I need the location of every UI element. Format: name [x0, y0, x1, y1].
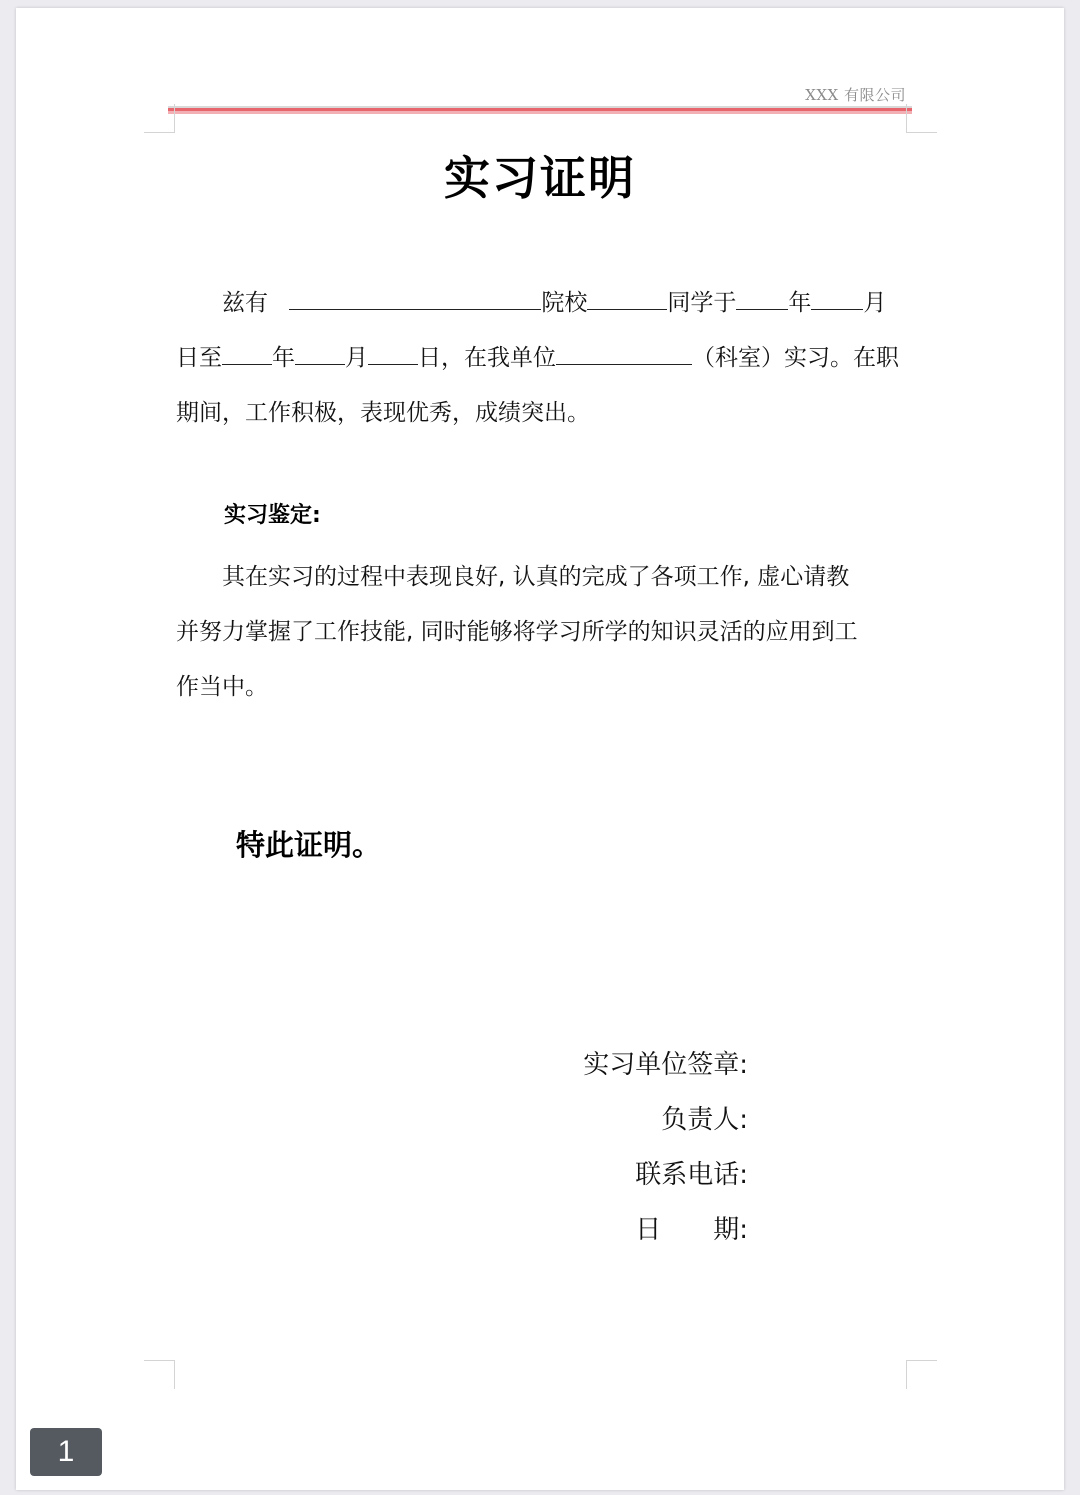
text-span: 月	[863, 290, 887, 316]
text-span: 同学于	[667, 290, 737, 316]
text-span: 月	[345, 345, 368, 371]
text-span: 院校	[541, 290, 588, 316]
header-company: XXX 有限公司	[805, 86, 906, 104]
text-span: 年	[272, 345, 295, 371]
text-span: 日，在我单位	[418, 345, 556, 371]
fill-blank-month	[295, 344, 345, 365]
document-title: 实习证明	[444, 151, 636, 205]
closing-statement: 特此证明。	[236, 828, 382, 862]
corner-mark-bottom-right	[906, 1360, 937, 1389]
appraisal-line-3: 作当中。	[176, 674, 268, 700]
fill-blank-year	[736, 289, 788, 310]
appraisal-paragraph	[176, 550, 908, 715]
text-span: 年	[788, 290, 812, 316]
intro-line-2	[176, 331, 908, 386]
header-rule	[168, 108, 912, 114]
text-span: 日至	[176, 345, 222, 371]
appraisal-line-2: 并努力掌握了工作技能, 同时能够将学习所学的知识灵活的应用到工	[176, 619, 858, 645]
signature-unit-label: 实习单位签章:	[583, 1050, 748, 1080]
fill-blank-school	[587, 289, 667, 310]
corner-mark-bottom-left	[144, 1360, 175, 1389]
fill-blank-name	[289, 289, 541, 310]
text-span: 兹有	[222, 290, 268, 316]
signature-person-label: 负责人:	[661, 1105, 748, 1135]
intro-line-3: 期间，工作积极，表现优秀，成绩突出。	[176, 400, 590, 426]
fill-blank-month	[811, 289, 863, 310]
document-page	[16, 8, 1064, 1490]
text-span: （科室）实习。在职	[692, 345, 899, 371]
corner-mark-top-left	[144, 104, 175, 133]
appraisal-line-1: 其在实习的过程中表现良好, 认真的完成了各项工作, 虚心请教	[222, 564, 850, 590]
intro-line-1	[176, 276, 908, 331]
signature-date-label: 日 期:	[635, 1215, 748, 1245]
corner-mark-top-right	[906, 104, 937, 133]
fill-blank-day	[368, 344, 418, 365]
signature-block	[583, 1038, 748, 1258]
fill-blank-year	[222, 344, 272, 365]
page-number-badge[interactable]: 1	[30, 1428, 102, 1476]
signature-phone-label: 联系电话:	[635, 1160, 748, 1190]
intro-paragraph	[176, 276, 908, 441]
appraisal-heading: 实习鉴定:	[224, 503, 321, 528]
fill-blank-department	[556, 344, 692, 365]
